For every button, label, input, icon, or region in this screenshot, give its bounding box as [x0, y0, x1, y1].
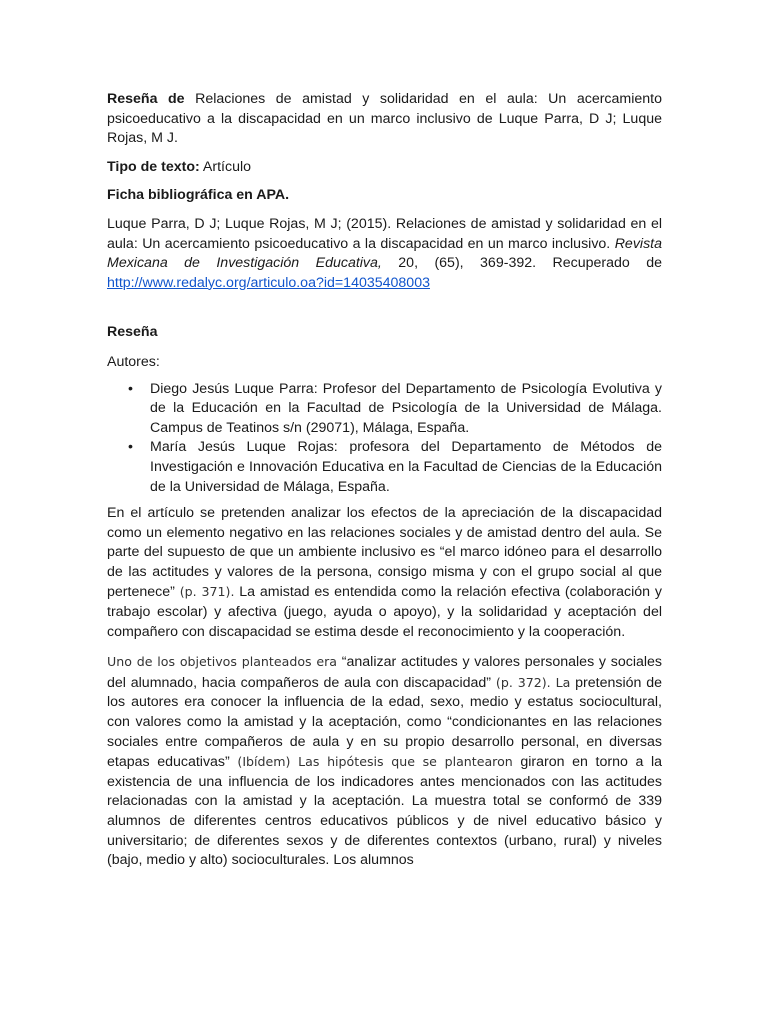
- text-type-value: Artículo: [199, 158, 252, 175]
- bullet-icon: •: [128, 439, 133, 456]
- review-heading: Reseña: [107, 324, 158, 341]
- author-description: María Jesús Luque Rojas: profesora del Departamento de Métodos de Investigación e Innovación Educativa en la Facultad de Ciencias de la Educación de la Universidad de Málaga, España.: [150, 439, 662, 495]
- text-type-label: Tipo de texto:: [107, 158, 200, 175]
- citation-text: Luque Parra, D J; Luque Rojas, M J; (2015). Relaciones de amistad y solidaridad en el aula: Un acercamiento psicoeducativo a la discapacidad en un marco inclusivo.: [107, 215, 662, 252]
- journal-name: Revista Mexicana de Investigación Educativa,: [107, 235, 662, 272]
- authors-label: Autores:: [107, 353, 160, 370]
- review-paragraph-1: En el artículo se pretenden analizar los efectos de la apreciación de la discapacidad como un elemento negativo en las relaciones sociales y de amistad dentro del aula. Se parte del supuesto de que un ambiente inclusivo es “el marco idóneo para el desarrollo de las actitudes y valores de la persona, consigo misma y con el grupo social al que pertenece” (p. 371). La amistad es entendida como la relación efectiva (colaboración y trabajo escolar) y afectiva (juego, ayuda o apoyo), y la solidaridad y aceptación del compañero con discapacidad se estima desde el reconocimiento y la cooperación.: [107, 505, 662, 640]
- bullet-icon: •: [128, 380, 133, 397]
- page-reference: (p. 371).: [174, 584, 235, 600]
- text-type: [107, 158, 662, 178]
- citation-url-link[interactable]: http://www.redalyc.org/articulo.oa?id=14035408003: [107, 274, 430, 291]
- author-item: [128, 380, 662, 439]
- author-description: Diego Jesús Luque Parra: Profesor del Departamento de Psicología Evolutiva y de la Educación en la Facultad de Psicología de la Universidad de Málaga. Campus de Teatinos s/n (29071), Málaga, España.: [150, 380, 662, 436]
- bibliography-heading: Ficha bibliográfica en APA.: [107, 187, 290, 204]
- page-reference: (p. 372). La: [491, 674, 571, 690]
- author-item: [128, 438, 662, 497]
- authors-list: [107, 380, 662, 498]
- resena-de-text: Relaciones de amistad y solidaridad en el aula: Un acercamiento psicoeducativo a la discapacidad en un marco inclusivo de Luque Parra, D J; Luque Rojas, M J.: [107, 91, 662, 147]
- citation-details: 20, (65), 369-392. Recuperado de: [381, 255, 662, 272]
- spacer: [107, 293, 662, 323]
- apa-citation: [107, 215, 662, 293]
- review-title: [107, 90, 662, 149]
- resena-de-label: Reseña de: [107, 91, 185, 107]
- review-paragraph-2: Uno de los objetivos planteados era “analizar actitudes y valores personales y sociales del alumnado, hacia compañeros de aula con discapacidad” (p. 372). La pretensión de los autores era conocer la influencia de la edad, sexo, medio y estatus sociocultural, con valores como la amistad y la aceptación, como “condicionantes en las relaciones sociales entre compañeros de aula y en su propio desarrollo personal, en diversas etapas educativas” (Ibídem) Las hipótesis que se plantearon giraron en torno a la existencia de una influencia de los indicadores antes mencionados con las actitudes relacionadas con la amistad y la aceptación. La muestra total se conformó de 339 alumnos de diferentes centros educativos públicos y de nivel educativo básico y universitario; de diferentes sexos y de diferentes contextos (urbano, rural) y niveles (bajo, medio y alto) socioculturales. Los alumnos: [107, 654, 663, 869]
